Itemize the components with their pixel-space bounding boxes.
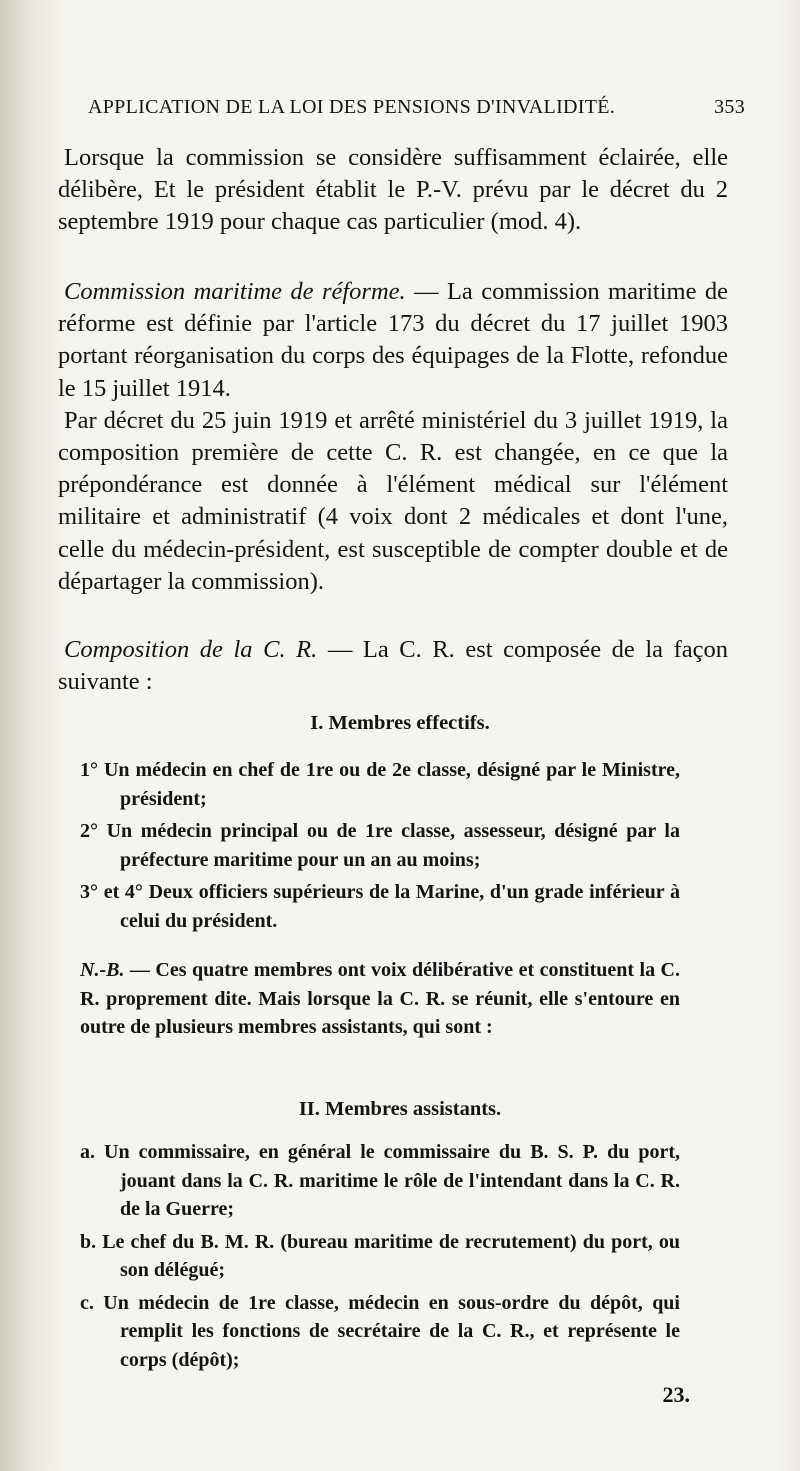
signature-mark: 23. <box>662 1382 690 1407</box>
paragraph-commission-maritime <box>58 276 728 598</box>
nota-bene <box>80 956 680 1042</box>
list-item: 2° Un médecin principal ou de 1re classe, assesseur, désigné par la préfecture maritime pour un an au moins; <box>80 820 680 871</box>
paragraph-text: Par décret du 25 juin 1919 et arrêté ministériel du 3 juillet 1919, la composition première de cette C. R. est changée, en ce que la prépondérance est donnée à l'élément médical sur l'élément militaire et administratif (4 voix dont 2 médicales et dont l'une, celle du médecin-président, est susceptible de compter double et de départager la commission). <box>58 406 728 595</box>
list-membres-assistants <box>80 1138 680 1378</box>
nb-text: — Ces quatre membres ont voix délibérative et constituent la C. R. proprement dite. Mais lorsque la C. R. se réunit, elle s'entoure en outre de plusieurs membres assistants, qui sont : <box>80 959 680 1038</box>
paragraph-composition <box>58 634 728 698</box>
list-item: 3° et 4° Deux officiers supérieurs de la Marine, d'un grade inférieur à celui du président. <box>80 881 680 932</box>
list-item: b. Le chef du B. M. R. (bureau maritime de recrutement) du port, ou son délégué; <box>80 1230 680 1281</box>
list-membres-effectifs <box>80 756 680 939</box>
page-header <box>88 96 745 119</box>
paragraph-text: Lorsque la commission se considère suffisamment éclairée, elle délibère, Et le président établit le P.-V. prévu par le décret du 2 septembre 1919 pour chaque cas particulier (mod. 4). <box>58 144 728 236</box>
list-item: 1° Un médecin en chef de 1re ou de 2e classe, désigné par le Ministre, président; <box>80 759 680 810</box>
section-lead: Composition de la C. R. <box>64 636 318 663</box>
paragraph-text: — La C. R. est composée de la façon suivante : <box>58 636 728 696</box>
paragraph-deliberation <box>58 142 728 239</box>
page-number: 353 <box>714 96 745 118</box>
section-lead: Commission maritime de réforme. <box>64 278 406 305</box>
paragraph-text: — La commission maritime de réforme est définie par l'article 173 du décret du 17 juillet 1903 portant réorganisation du corps des équipages de la Flotte, refondue le 15 juillet 1914. <box>58 278 728 402</box>
list-item: a. Un commissaire, en général le commissaire du B. S. P. du port, jouant dans la C. R. maritime le rôle de l'intendant dans la C. R. de la Guerre; <box>80 1141 680 1220</box>
running-title: APPLICATION DE LA LOI DES PENSIONS D'INVALIDITÉ. <box>88 96 616 118</box>
list-item: c. Un médecin de 1re classe, médecin en sous-ordre du dépôt, qui remplit les fonctions de secrétaire de la C. R., et représente le corps (dépôt); <box>80 1291 680 1371</box>
section-heading-membres-assistants: II. Membres assistants. <box>298 1098 502 1120</box>
nb-label: N.-B. <box>80 959 125 981</box>
section-heading-membres-effectifs: I. Membres effectifs. <box>310 712 490 734</box>
